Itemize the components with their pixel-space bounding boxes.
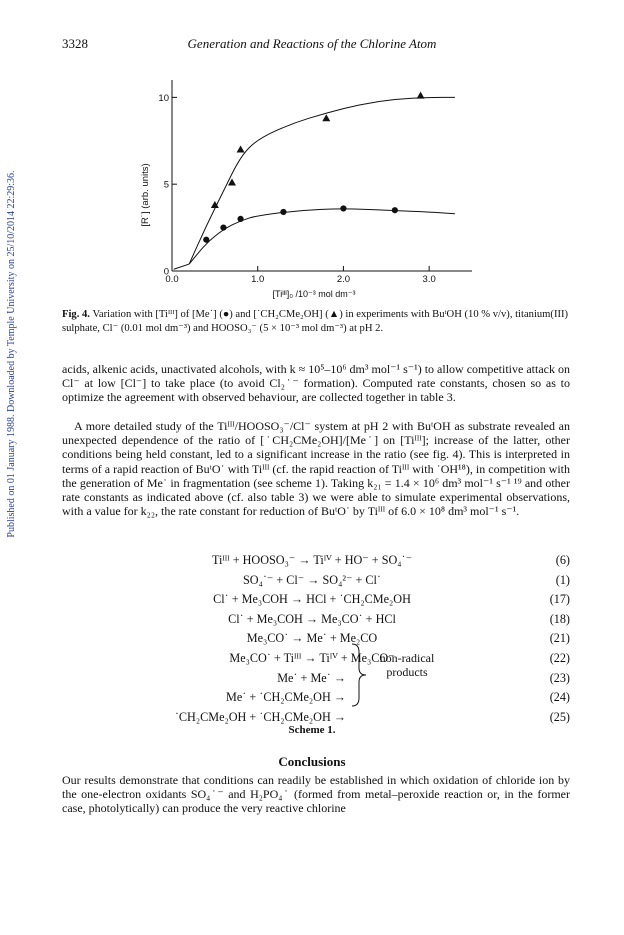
equation-number-5: (21) — [549, 631, 570, 646]
figure-caption — [62, 308, 570, 336]
chart-axes — [158, 80, 472, 285]
running-title: Generation and Reactions of the Chlorine Atom — [187, 36, 437, 51]
circle-marker — [203, 237, 209, 243]
paragraph-conclusions: Our results demonstrate that conditions can readily be established in which oxidation of chloride ion by the one-electron oxidants SO₄˙⁻ and H₂PO₄˙ (formed from metal–peroxide reaction or, in the former case, photolytically) can produce the very reactive chlorine — [62, 773, 570, 816]
equation-4: Cl˙ + Me₃COH → Me₃CO˙ + HCl — [228, 611, 396, 626]
circle-marker — [340, 205, 346, 211]
paragraph-2: A more detailed study of the Tiᴵᴵᴵ/HOOSO₃⁻/Cl⁻ system at pH 2 with BuᵗOH as substrate revealed an unexpected dependence of the ratio of [˙CH₂CMe₂OH]/[Me˙] on [Tiᴵᴵᴵ]; increase of the latter, other conditions being held constant, led to a significant increase in the ratio (see fig. 4). This is interpreted in terms of a rapid reaction of BuᵗO˙ with Tiᴵᴵᴵ (cf. the rapid reaction of Tiᴵᴵᴵ with ˙OH¹⁸), in competition with the generation of Me˙ in fragmentation (see scheme 1). Taking k₂₁ = 1.4 × 10⁶ dm³ mol⁻¹ s⁻¹ ¹⁹ and other rate constants as indicated above (cf. also table 3) we were able to simulate experimental observations, with a value for k₂₂, the rate constant for reduction of BuᵗO˙ by Tiᴵᴵᴵ of 6.0 × 10⁸ dm³ mol⁻¹ s⁻¹. — [62, 419, 570, 519]
x-tick-label: 0.0 — [165, 274, 179, 285]
y-tick-label: 5 — [163, 179, 169, 191]
section-heading-conclusions: Conclusions — [278, 754, 346, 769]
equation-number-7: (23) — [549, 670, 570, 685]
equation-9: ˙CH₂CMe₂OH + ˙CH₂CMe₂OH → — [174, 709, 346, 724]
triangle-marker — [322, 114, 330, 121]
x-tick-label: 1.0 — [251, 274, 265, 285]
equation-6: Me₃CO˙ + Tiᴵᴵᴵ → Tiᴵⱽ + Me₃CO⁻ — [229, 651, 395, 665]
equation-number-4: (18) — [549, 611, 570, 626]
circle-marker — [237, 216, 243, 222]
circle-marker — [392, 207, 398, 213]
equation-1: Tiᴵᴵᴵ + HOOSO₃⁻ → Tiᴵⱽ + HO⁻ + SO₄˙⁻ — [211, 553, 413, 567]
series-2-curve — [189, 97, 455, 264]
series-1-curve — [189, 209, 455, 264]
circle-marker — [220, 224, 226, 230]
y-tick-label: 10 — [158, 92, 169, 104]
origin-segment — [174, 264, 189, 269]
caption-label: Fig. 4. — [62, 309, 90, 320]
products-line-2: products — [386, 665, 428, 679]
page-number: 3328 — [62, 36, 88, 51]
x-tick-label: 2.0 — [336, 274, 351, 285]
y-tick-label: 0 — [163, 266, 169, 278]
caption-text: Variation with [Tiᴵᴵᴵ] of [Me˙] (●) and [˙CH₂CMe₂OH] (▲) in experiments with BuᵗOH (10 % v/v), titanium(III) sulphate, Cl⁻ (0.01 mol dm⁻³) and HOOSO₃⁻ (5 × 10⁻³ mol dm⁻³) at pH 2. — [62, 309, 569, 334]
equation-number-9: (25) — [549, 709, 570, 724]
equation-number-3: (17) — [549, 592, 570, 607]
products-label — [372, 651, 442, 679]
products-line-1: non-radical — [379, 651, 435, 665]
download-watermark: Published on 01 January 1988. Downloaded by Temple University on 25/10/2014 22:29:36. — [6, 170, 17, 538]
paragraph-1: acids, alkenic acids, unactivated alcohols, with k ≈ 10⁵–10⁶ dm³ mol⁻¹ s⁻¹) to allow competitive attack on Cl⁻ at low [Cl⁻] to take place (to avoid Cl₂˙⁻ formation). Computed rate constants, chosen so as to optimize the agreement with observed behaviour, are collected together in table 3. — [62, 362, 570, 405]
equation-2: SO₄˙⁻ + Cl⁻ → SO₄²⁻ + Cl˙ — [243, 572, 381, 587]
equation-5: Me₃CO˙ → Me˙ + Me₂CO — [246, 631, 378, 646]
scheme-label: Scheme 1. — [288, 724, 336, 736]
circle-marker — [280, 209, 286, 215]
chart-marks — [203, 92, 424, 243]
y-axis-label: [R˙] (arb. units) — [140, 163, 151, 227]
products-brace — [350, 642, 370, 708]
equation-number-2: (1) — [555, 572, 570, 587]
x-tick-label: 3.0 — [422, 274, 436, 285]
equation-3: Cl˙ + Me₃COH → HCl + ˙CH₂CMe₂OH — [213, 592, 411, 607]
equation-number-6: (22) — [549, 651, 570, 665]
triangle-marker — [237, 145, 245, 152]
triangle-marker — [417, 92, 425, 99]
figure-4-chart — [60, 60, 480, 300]
equation-8: Me˙ + ˙CH₂CMe₂OH → — [226, 690, 346, 705]
x-axis-label: [Tiᴵᴵᴵ]₀ /10⁻³ mol dm⁻³ — [272, 289, 356, 299]
chart-curves — [174, 97, 455, 269]
equation-number-8: (24) — [549, 690, 570, 705]
equation-number-1: (6) — [555, 553, 570, 567]
equation-7: Me˙ + Me˙ → — [277, 670, 346, 685]
